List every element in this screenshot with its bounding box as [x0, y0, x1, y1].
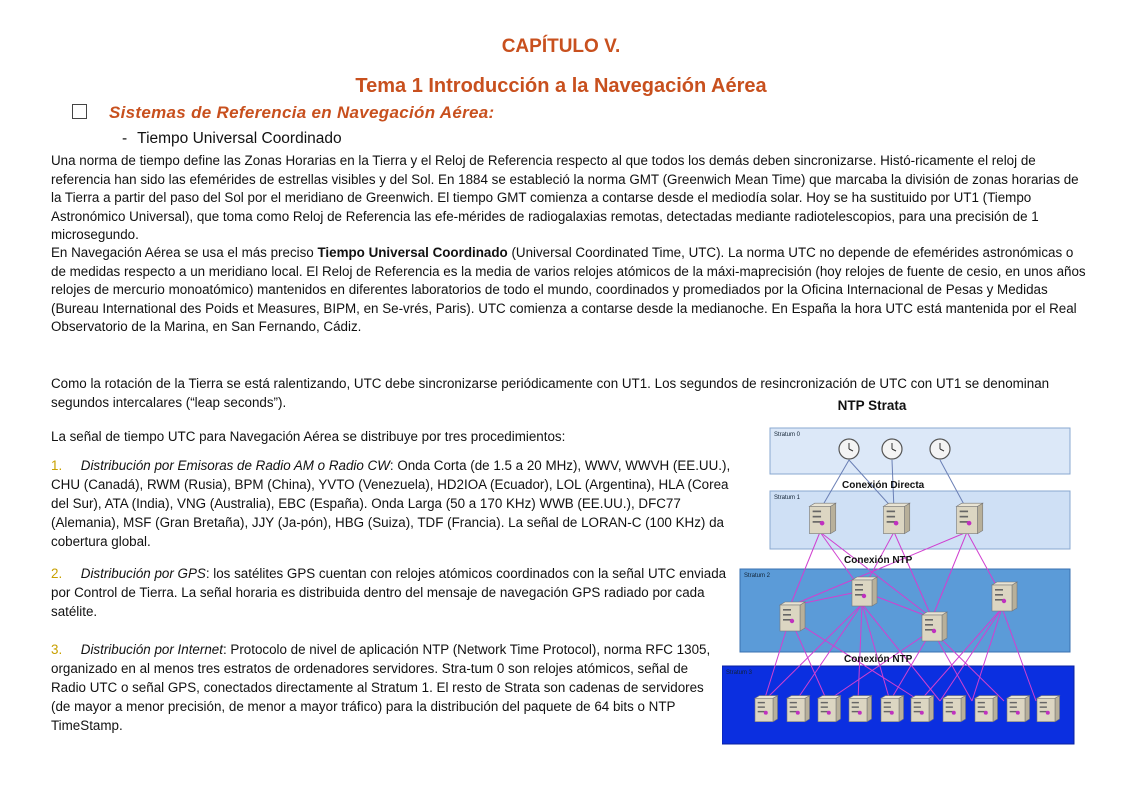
server-icon — [810, 503, 836, 533]
server-icon — [911, 696, 934, 722]
server-icon — [787, 696, 810, 722]
list-number: 2. — [51, 566, 63, 581]
stratum-3-label: Stratum 3 — [726, 670, 753, 676]
server-icon — [818, 696, 841, 722]
list-item-radio — [51, 456, 741, 551]
paragraph-gmt: Una norma de tiempo define las Zonas Horarias en la Tierra y el Reloj de Referencia respecto al que todos los demás deben sincronizarse. Histó-ricamente el reloj de referencia han sido las efemérides de estrellas visibles y del Sol. En 1884 se estableció la norma GMT (Greenwich Mean Time) que marcaba la división de zonas horarias de la Tierra a partir del paso del Sol por el meridiano de Greenwich. El tiempo GMT comienza a contarse desde el mediodía solar. Hoy se ha sustituido por UT1 (Tiempo Astronómico Universal), que toma como Reloj de Referencia las efe-mérides de radiogalaxias remotas, detectadas mediante radiotelescopios, para una precisión de 1 microsegundo. — [51, 153, 1079, 242]
clock-icon — [839, 439, 859, 459]
subsection-dash: - — [122, 130, 128, 147]
list-text: : los satélites GPS cuentan con relojes atómicos coordinados con la señal UTC enviada por Control de Tierra. La señal horaria es distribuida dentro del mensaje de navegación GPS radiado por cada satélite. — [51, 566, 727, 619]
stratum-0-label: Stratum 0 — [774, 432, 801, 438]
subsection-title: Tiempo Universal Coordinado — [137, 130, 342, 147]
ntp-strata-svg — [722, 396, 1110, 746]
server-icon — [1007, 696, 1030, 722]
list-number: 3. — [51, 642, 63, 657]
diagram-title: NTP Strata — [837, 398, 907, 413]
server-icon — [755, 696, 778, 722]
server-icon — [922, 612, 947, 641]
subsection-heading — [122, 130, 342, 148]
stratum-2-label: Stratum 2 — [744, 573, 771, 579]
list-text: : Onda Corta (de 1.5 a 20 MHz), WWV, WWVH (EE.UU.), CHU (Canadá), RWM (Rusia), BPM (China), YVTO (Venezuela), HD2IOA (Ecuador), LOL (Argentina), HLA (Corea del Sur), ATA (India), VNG (Australia), EBC (España). Onda Larga (50 a 170 KHz) WWB (EE.UU.), DFC77 (Alemania), MSF (Gran Bretaña), JJY (Ja-pón), HBG (Suiza), TDF (Francia). La señal de LORAN-C (100 KHz) da cobertura global. — [51, 458, 731, 549]
chapter-title: CAPÍTULO V. — [501, 36, 621, 57]
paragraph-utc-start: En Navegación Aérea se usa el más preciso — [51, 245, 318, 260]
server-icon — [852, 577, 877, 606]
list-head: Distribución por Internet — [80, 642, 223, 657]
server-icon — [780, 602, 805, 631]
ntp-strata-diagram — [722, 396, 1110, 746]
server-icon — [881, 696, 904, 722]
stratum-1-label: Stratum 1 — [774, 495, 801, 501]
server-icon — [1037, 696, 1060, 722]
list-head: Distribución por GPS — [80, 566, 206, 581]
paragraph-utc-bold: Tiempo Universal Coordinado — [317, 245, 508, 260]
connection-direct-label: Conexión Directa — [842, 480, 925, 491]
server-icon — [884, 503, 910, 533]
list-text: : Protocolo de nivel de aplicación NTP (Network Time Protocol), norma RFC 1305, organizado en al menos tres estratos de ordenadores servidores. Stra-tum 0 son relojes atómicos, señal de Radio UTC o señal GPS, conectados directamente al Stratum 1. El resto de Strata son cadenas de servidores (de mayor a menor precisión, de menor a mayor tráfico) para la distribución del paquete de 64 bits o NTP TimeStamp. — [51, 642, 711, 733]
list-item-internet — [51, 640, 721, 735]
section-heading — [72, 103, 495, 123]
paragraph-utc — [51, 244, 1091, 337]
paragraph-leap-seconds: Como la rotación de la Tierra se está ralentizando, UTC debe sincronizarse periódicamente con UT1. Los segundos de resincronización de UTC con UT1 se denominan segundos intercalares (“leap seconds”). — [51, 376, 1050, 410]
server-icon — [975, 696, 998, 722]
server-icon — [957, 503, 983, 533]
bullet-box-icon — [72, 104, 87, 119]
list-number: 1. — [51, 458, 63, 473]
clock-icon — [882, 439, 902, 459]
list-head: Distribución por Emisoras de Radio AM o Radio CW — [80, 458, 390, 473]
clock-icon — [930, 439, 950, 459]
connection-ntp-label-2: Conexión NTP — [844, 654, 913, 665]
stratum-0-band — [770, 428, 1070, 474]
server-icon — [992, 582, 1017, 611]
topic-title: Tema 1 Introducción a la Navegación Aérea — [355, 75, 767, 97]
section-title: Sistemas de Referencia en Navegación Aérea: — [109, 103, 495, 122]
server-icon — [849, 696, 872, 722]
connection-ntp-label-1: Conexión NTP — [844, 555, 913, 566]
paragraph-procedures: La señal de tiempo UTC para Navegación Aérea se distribuye por tres procedimientos: — [51, 429, 566, 444]
paragraph-utc-end: (Universal Coordinated Time, UTC). La norma UTC no depende de efemérides astronómicas o de medidas respecto a un meridiano local. El Reloj de Referencia es la media de varios relojes atómicos de la máxi-maprecisión (hoy relojes de fuente de cesio, en unos años relojes de mercurio monoatómico) mantenidos en diferentes laboratorios de todo el mundo, coordinados y promediados por la Oficina Internacional de Pesas y Medidas (Bureau International des Poids et Measures, BIPM, en Se-vrés, Paris). UTC comienza a contarse desde la medianoche. En España la hora UTC está mantenida por el Real Observatorio de la Marina, en San Fernando, Cádiz. — [51, 245, 1086, 334]
server-icon — [943, 696, 966, 722]
list-item-gps — [51, 564, 731, 621]
